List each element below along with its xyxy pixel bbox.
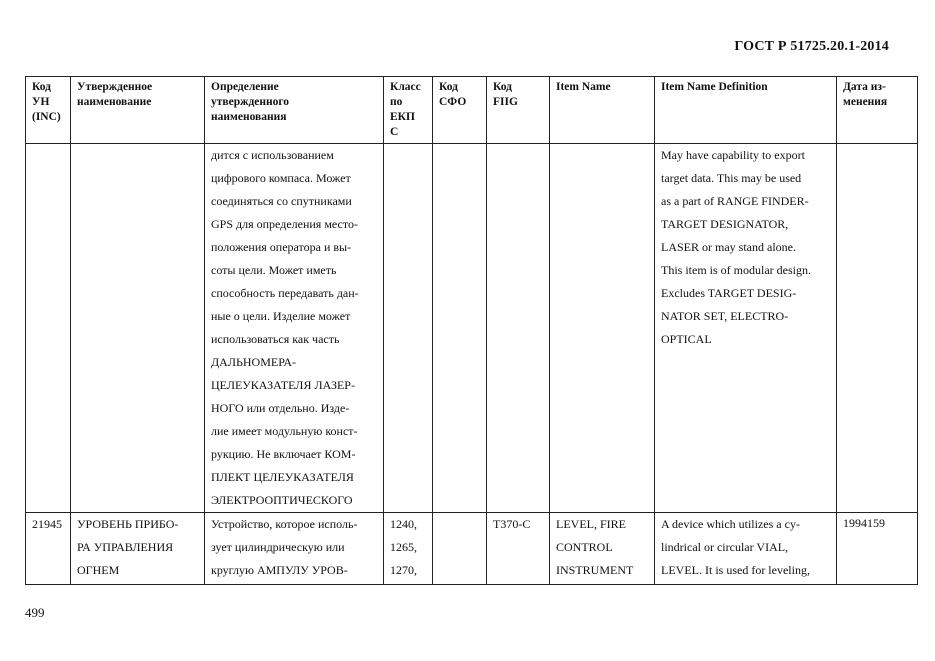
- text-line: способность передавать дан-: [211, 286, 359, 300]
- col-header-name-ru: Утвержденное наименование: [71, 77, 205, 144]
- text-line: ЦЕЛЕУКАЗАТЕЛЯ ЛАЗЕР-: [211, 378, 355, 392]
- text-line: LEVEL, FIRE: [556, 517, 626, 531]
- text-line: ПЛЕКТ ЦЕЛЕУКАЗАТЕЛЯ: [211, 470, 354, 484]
- table-row: [26, 144, 918, 513]
- text-line: as a part of RANGE FINDER-: [661, 194, 809, 208]
- text-line: рукцию. Не включает КОМ-: [211, 447, 356, 461]
- cell-name-ru: [71, 144, 205, 513]
- col-header-item-name: Item Name: [550, 77, 655, 144]
- text-line: использоваться как часть: [211, 332, 340, 346]
- text-line: This item is of modular design.: [661, 263, 811, 277]
- text-line: РА УПРАВЛЕНИЯ: [77, 540, 174, 554]
- text-line: 1240,: [390, 517, 417, 531]
- col-header-definition-ru: Определение утвержденного наименования: [205, 77, 384, 144]
- col-header-sfo: Код СФО: [433, 77, 487, 144]
- cell-fiig: [487, 144, 550, 513]
- col-header-fiig: Код FIIG: [487, 77, 550, 144]
- text-line: TARGET DESIGNATOR,: [661, 217, 789, 231]
- col-header-class: Класс по ЕКП С: [384, 77, 433, 144]
- col-header-date: Дата из- менения: [837, 77, 918, 144]
- cell-item-definition: [655, 513, 837, 585]
- text-line: ные о цели. Изделие может: [211, 309, 351, 323]
- text-line: ДАЛЬНОМЕРА-: [211, 355, 297, 369]
- table-header-row: [26, 77, 918, 144]
- text-line: положения оператора и вы-: [211, 240, 352, 254]
- cell-definition-ru: [205, 144, 384, 513]
- text-line: дится с использованием: [211, 148, 334, 162]
- cell-definition-ru: [205, 513, 384, 585]
- cell-item-name: [550, 513, 655, 585]
- text-line: lindrical or circular VIAL,: [661, 540, 789, 554]
- table-row: [26, 513, 918, 585]
- text-line: Excludes TARGET DESIG-: [661, 286, 797, 300]
- cell-fiig: T370-C: [487, 513, 550, 585]
- text-line: NATOR SET, ELECTRO-: [661, 309, 789, 323]
- cell-date: 1994159: [837, 513, 918, 585]
- text-line: НОГО или отдельно. Изде-: [211, 401, 350, 415]
- cell-date: [837, 144, 918, 513]
- col-header-item-definition: Item Name Definition: [655, 77, 837, 144]
- cell-inc: [26, 144, 71, 513]
- text-line: A device which utilizes a cy-: [661, 517, 800, 531]
- definition-en-lines: [661, 513, 832, 582]
- text-line: OPTICAL: [661, 332, 712, 346]
- spec-table: [25, 76, 918, 585]
- class-lines: [390, 513, 428, 582]
- text-line: цифрового компаса. Может: [211, 171, 351, 185]
- text-line: May have capability to export: [661, 148, 805, 162]
- cell-class: [384, 144, 433, 513]
- cell-inc: 21945: [26, 513, 71, 585]
- text-line: зует цилиндрическую или: [211, 540, 345, 554]
- cell-item-name: [550, 144, 655, 513]
- text-line: ОГНЕМ: [77, 563, 120, 577]
- text-line: CONTROL: [556, 540, 613, 554]
- text-line: УРОВЕНЬ ПРИБО-: [77, 517, 179, 531]
- item-name-lines: [556, 513, 650, 582]
- text-line: соты цели. Может иметь: [211, 263, 337, 277]
- document-code: ГОСТ Р 51725.20.1-2014: [734, 39, 889, 54]
- text-line: LASER or may stand alone.: [661, 240, 796, 254]
- definition-ru-lines: [211, 513, 379, 582]
- cell-item-definition: [655, 144, 837, 513]
- col-header-inc: Код УН (INC): [26, 77, 71, 144]
- cell-class: [384, 513, 433, 585]
- text-line: соединяться со спутниками: [211, 194, 352, 208]
- text-line: круглую АМПУЛУ УРОВ-: [211, 563, 348, 577]
- text-line: GPS для определения место-: [211, 217, 358, 231]
- cell-name-ru: [71, 513, 205, 585]
- text-line: 1265,: [390, 540, 417, 554]
- text-line: target data. This may be used: [661, 171, 802, 185]
- text-line: лие имеет модульную конст-: [211, 424, 358, 438]
- text-line: 1270,: [390, 563, 417, 577]
- name-ru-lines: [77, 513, 200, 582]
- definition-en-lines: [661, 144, 832, 351]
- cell-sfo: [433, 144, 487, 513]
- text-line: INSTRUMENT: [556, 563, 634, 577]
- definition-ru-lines: [211, 144, 379, 512]
- page-number: 499: [25, 605, 45, 620]
- cell-sfo: [433, 513, 487, 585]
- text-line: Устройство, которое исполь-: [211, 517, 358, 531]
- text-line: LEVEL. It is used for leveling,: [661, 563, 810, 577]
- text-line: ЭЛЕКТРООПТИЧЕСКОГО: [211, 493, 353, 507]
